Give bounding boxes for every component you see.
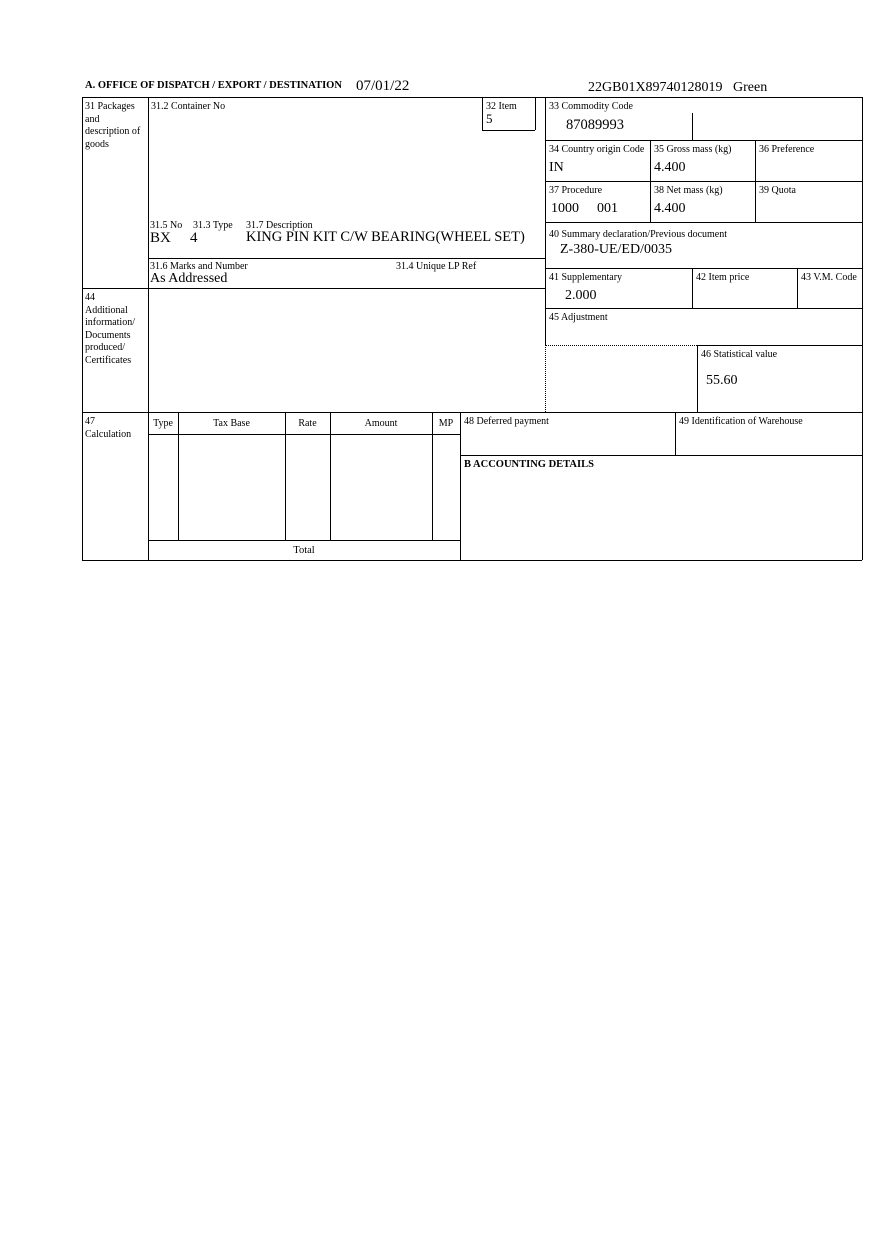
marks-number-value: As Addressed <box>150 271 228 286</box>
grid-line <box>545 345 546 412</box>
grid-line <box>82 412 862 413</box>
grid-line <box>178 412 179 540</box>
item-number-value: 5 <box>486 111 493 126</box>
calc-header-type: Type <box>153 418 173 429</box>
packages-type-value: 4 <box>190 230 198 246</box>
grid-line <box>545 222 862 223</box>
preference-label: 36 Preference <box>759 144 815 155</box>
grid-line <box>148 540 460 541</box>
commodity-code-label: 33 Commodity Code <box>549 101 633 112</box>
grid-line <box>460 455 862 456</box>
accounting-details-label: B ACCOUNTING DETAILS <box>464 459 594 470</box>
box31-label: 31 Packages and description of goods <box>85 101 141 150</box>
grid-line <box>148 258 545 259</box>
procedure-label: 37 Procedure <box>549 185 603 196</box>
net-mass-label: 38 Net mass (kg) <box>654 185 723 196</box>
grid-line <box>148 434 460 435</box>
unique-lp-ref-label: 31.4 Unique LP Ref <box>396 261 477 272</box>
supplementary-label: 41 Supplementary <box>549 272 623 283</box>
box44-text: Additional information/ Documents produced/ Certificates <box>85 304 135 366</box>
gross-mass-label: 35 Gross mass (kg) <box>654 144 732 155</box>
marks-number-label: 31.6 Marks and Number <box>150 261 248 272</box>
item-price-label: 42 Item price <box>696 272 750 283</box>
summary-declaration-label: 40 Summary declaration/Previous document <box>549 229 728 240</box>
grid-line <box>545 140 862 141</box>
box47-label <box>85 416 145 441</box>
packages-no-label: 31.5 No <box>150 220 183 231</box>
grid-line <box>82 97 862 98</box>
grid-line <box>285 412 286 540</box>
deferred-payment-label: 48 Deferred payment <box>464 416 549 427</box>
grid-line <box>482 130 535 131</box>
grid-line <box>692 268 693 308</box>
grid-line <box>692 113 693 140</box>
procedure-value-1: 1000 <box>551 201 579 216</box>
container-no-label: 31.2 Container No <box>151 101 226 112</box>
commodity-code-value: 87089993 <box>566 117 624 133</box>
grid-line <box>862 97 863 560</box>
declaration-reference: 22GB01X89740128019 <box>588 80 723 95</box>
packages-no-value: BX <box>150 230 171 246</box>
grid-line <box>535 97 536 130</box>
calc-header-amount: Amount <box>364 418 398 429</box>
country-origin-value: IN <box>549 160 564 175</box>
grid-line <box>697 345 698 412</box>
box47-number: 47 <box>85 416 95 427</box>
grid-line <box>82 97 83 560</box>
grid-line <box>330 412 331 540</box>
grid-line <box>482 97 483 130</box>
grid-line <box>545 181 862 182</box>
grid-line <box>82 560 862 561</box>
gross-mass-value: 4.400 <box>654 160 686 175</box>
packages-type-label: 31.3 Type <box>193 220 233 231</box>
description-label: 31.7 Description <box>246 220 313 231</box>
summary-declaration-value: Z-380-UE/ED/0035 <box>560 242 672 257</box>
box44-label <box>85 292 145 367</box>
grid-line <box>460 412 461 560</box>
item-label: 32 Item <box>486 101 517 112</box>
routing-status: Green <box>733 80 768 95</box>
goods-description-value: KING PIN KIT C/W BEARING(WHEEL SET) <box>246 229 525 245</box>
supplementary-value: 2.000 <box>565 288 597 303</box>
calc-total-label: Total <box>293 545 315 556</box>
procedure-value-2: 001 <box>597 201 618 216</box>
calc-header-tax-base: Tax Base <box>213 418 250 429</box>
grid-line <box>545 308 862 309</box>
statistical-value: 55.60 <box>706 373 738 388</box>
grid-line <box>797 268 798 308</box>
country-origin-label: 34 Country origin Code <box>549 144 645 155</box>
quota-label: 39 Quota <box>759 185 796 196</box>
office-of-dispatch-label: A. OFFICE OF DISPATCH / EXPORT / DESTINATION <box>85 80 342 91</box>
grid-line <box>82 288 545 289</box>
vm-code-label: 43 V.M. Code <box>801 272 857 283</box>
warehouse-id-label: 49 Identification of Warehouse <box>679 416 803 427</box>
grid-line <box>545 268 862 269</box>
grid-line <box>697 345 862 346</box>
calc-header-mp: MP <box>438 418 454 429</box>
grid-line <box>675 412 676 455</box>
grid-line <box>545 345 697 346</box>
declaration-date: 07/01/22 <box>356 78 410 94</box>
box44-number: 44 <box>85 292 95 303</box>
net-mass-value: 4.400 <box>654 201 686 216</box>
calc-header-rate: Rate <box>298 418 317 429</box>
statistical-value-label: 46 Statistical value <box>701 349 778 360</box>
adjustment-label: 45 Adjustment <box>549 312 608 323</box>
box47-text: Calculation <box>85 428 132 440</box>
grid-line <box>148 97 149 560</box>
grid-line <box>432 412 433 540</box>
